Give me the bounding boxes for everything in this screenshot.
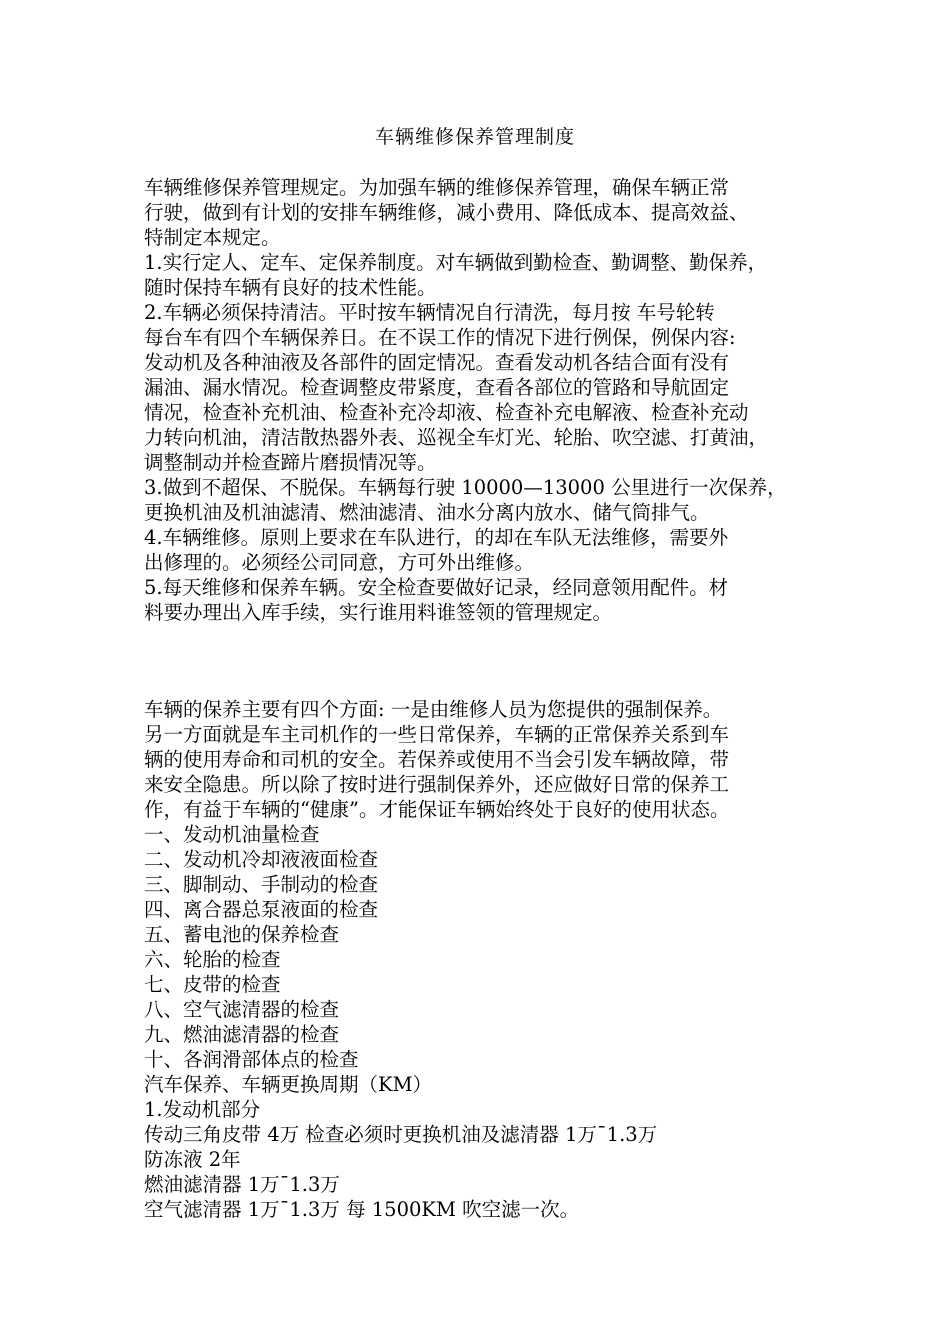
paragraph-line: 1.实行定人、定车、定保养制度。对车辆做到勤检查、勤调整、勤保养， [144,251,768,274]
paragraph-line: 作，有益于车辆的“健康”。才能保证车辆始终处于良好的使用状态。 [144,798,730,821]
paragraph-line: 传动三角皮带 4万 检查必须时更换机油及滤清器 1万¯1.3万 [144,1123,658,1146]
paragraph-line: 出修理的。必须经公司同意，方可外出维修。 [144,551,535,574]
paragraph-line: 行驶，做到有计划的安排车辆维修，减小费用、降低成本、提高效益、 [144,201,749,224]
paragraph-line: 燃油滤清器 1万¯1.3万 [144,1173,340,1196]
maintenance-items-section [144,697,824,1222]
paragraph-line: 特制定本规定。 [144,226,281,249]
list-item: 二、发动机冷却液液面检查 [144,848,379,871]
list-item: 五、蓄电池的保养检查 [144,923,340,946]
list-item: 七、皮带的检查 [144,973,281,996]
list-item: 四、离合器总泵液面的检查 [144,898,379,921]
management-rules-section [144,175,824,625]
list-item: 十、各润滑部体点的检查 [144,1048,359,1071]
paragraph-line: 车辆维修保养管理规定。为加强车辆的维修保养管理，确保车辆正常 [144,176,730,199]
paragraph-line: 3.做到不超保、不脱保。车辆每行驶 10000—13000 公里进行一次保养， [144,476,787,499]
paragraph-line: 车辆的保养主要有四个方面: 一是由维修人员为您提供的强制保养。 [144,698,723,721]
paragraph-line: 另一方面就是车主司机作的一些日常保养，车辆的正常保养关系到车 [144,723,730,746]
paragraph-line: 力转向机油，清洁散热器外表、巡视全车灯光、轮胎、吹空滤、打黄油， [144,426,769,449]
paragraph-line: 随时保持车辆有良好的技术性能。 [144,276,437,299]
list-item: 八、空气滤清器的检查 [144,998,340,1021]
list-item: 九、燃油滤清器的检查 [144,1023,340,1046]
paragraph-line: 空气滤清器 1万¯1.3万 每 1500KM 吹空滤一次。 [144,1198,580,1221]
paragraph-line: 2.车辆必须保持清洁。平时按车辆情况自行清洗，每月按 车号轮转 [144,301,715,324]
paragraph-line: 情况，检查补充机油、检查补充冷却液、检查补充电解液、检查补充动 [144,401,749,424]
paragraph-line: 每台车有四个车辆保养日。在不误工作的情况下进行例保，例保内容: [144,326,736,349]
list-item: 三、脚制动、手制动的检查 [144,873,379,896]
paragraph-line: 辆的使用寿命和司机的安全。若保养或使用不当会引发车辆故障，带 [144,748,730,771]
paragraph-line: 5.每天维修和保养车辆。安全检查要做好记录，经同意领用配件。材 [144,576,729,599]
list-item: 一、发动机油量检查 [144,823,320,846]
section-heading: 1.发动机部分 [144,1098,261,1121]
section-heading: 汽车保养、车辆更换周期（KM） [144,1073,433,1096]
list-item: 六、轮胎的检查 [144,948,281,971]
paragraph-line: 调整制动并检查蹄片磨损情况等。 [144,451,437,474]
paragraph-line: 料要办理出入库手续，实行谁用料谁签领的管理规定。 [144,601,613,624]
paragraph-line: 发动机及各种油液及各部件的固定情况。查看发动机各结合面有没有 [144,351,730,374]
paragraph-line: 更换机油及机油滤清、燃油滤清、油水分离内放水、储气筒排气。 [144,501,710,524]
paragraph-line: 防冻液 2年 [144,1148,241,1171]
paragraph-line: 4.车辆维修。原则上要求在车队进行，的却在车队无法维修，需要外 [144,526,729,549]
document-title: 车辆维修保养管理制度 [374,126,575,148]
paragraph-line: 漏油、漏水情况。检查调整皮带紧度，查看各部位的管路和导航固定 [144,376,730,399]
paragraph-line: 来安全隐患。所以除了按时进行强制保养外，还应做好日常的保养工 [144,773,730,796]
